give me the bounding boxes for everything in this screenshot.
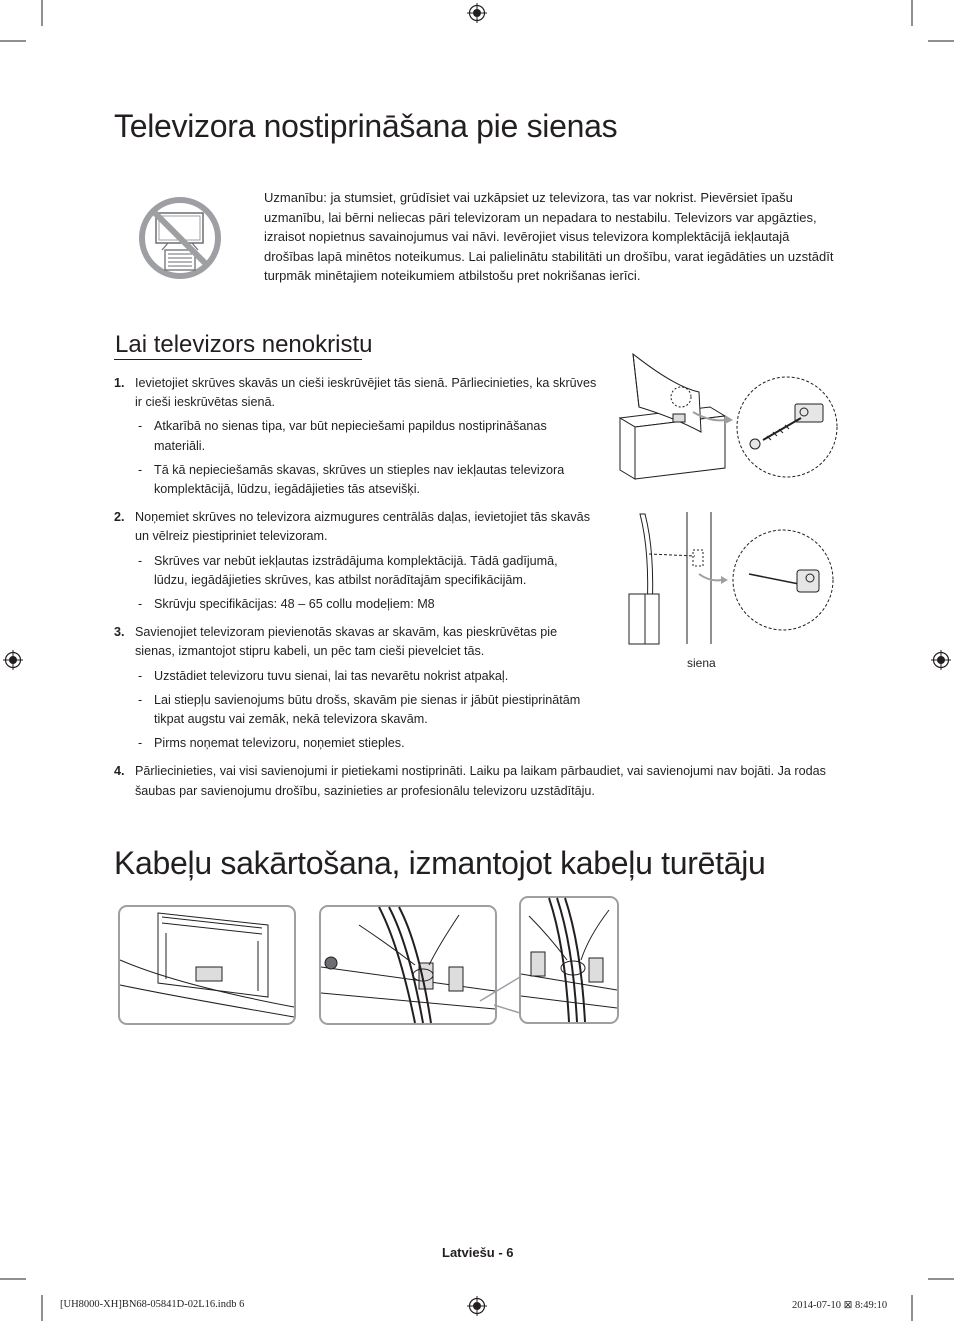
- warning-text: Uzmanību: ja stumsiet, grūdīsiet vai uzkāpsiet uz televizora, tas var nokrist. Pievērsiet īpašu uzmanību, lai bērni neliecas pāri televizoram un nepadara to nestabilu. Televizors var apgāzties, izraisot nopietnus savainojumus vai nāvi. Ievērojiet visus televizora komplektācijā iekļautajā drošības lapā minētos noteikumus. Lai palielinātu stabilitāti un drošību, varat iegādāties un uzstādīt turpmāk minētajiem noteikumiem atbilstošu pret nokrišanas ierīci.: [264, 190, 834, 283]
- step-note-text: Lai stiepļu savienojums būtu drošs, skavām pie sienas ir jābūt piestiprinātām tikpat augstu vai zemāk, nekā televizora skavām.: [154, 692, 581, 727]
- registration-mark-top: [467, 3, 487, 23]
- step-text: Pārliecinieties, vai visi savienojumi ir pietiekami nostiprināti. Laiku pa laikam pārbaudiet, vai savienojumi nav bojāti. Ja rodas šaubas par savienojumu drošību, sazinieties ar profesionālu televizoru uzstādītāju.: [135, 764, 826, 798]
- wall-wire-illustration: [625, 512, 840, 647]
- step-note: - Skrūvju specifikācijas: 48 – 65 collu modeļiem: M8: [114, 595, 594, 614]
- wall-clamp-illustration: [615, 352, 841, 482]
- registration-mark-left: [3, 650, 23, 670]
- step-note: - Pirms noņemat televizoru, noņemiet stieples.: [114, 734, 594, 753]
- step-text: Savienojiet televizoram pievienotās skavas ar skavām, kas pieskrūvētas pie sienas, izmantojot stipru kabeli, un pēc tam cieši pievelciet tās.: [135, 625, 558, 659]
- step-text: Ievietojiet skrūves skavās un cieši ieskrūvējiet tās sienā. Pārliecinieties, ka skrūves ir cieši ieskrūvētas sienā.: [135, 376, 597, 410]
- step-4: [114, 762, 834, 800]
- step-text: Noņemiet skrūves no televizora aizmugures centrālās daļas, ievietojiet tās skavās un vēlreiz piestipriniet televizoram.: [135, 510, 590, 544]
- registration-mark-right: [931, 650, 951, 670]
- step-note: - Uzstādiet televizoru tuvu sienai, lai tas nevarētu nokrist atpakaļ.: [114, 667, 594, 686]
- step-note: - Skrūves var nebūt iekļautas izstrādājuma komplektācijā. Tādā gadījumā, lūdzu, iegādājieties skrūves, kas atbilst norādītajām specifikācijām.: [114, 552, 594, 590]
- cable-holder-illustration-1: [118, 905, 296, 1025]
- page-number: Latviešu - 6: [442, 1245, 514, 1260]
- step-number: 2.: [114, 510, 125, 525]
- step-note: - Tā kā nepieciešamās skavas, skrūves un stieples nav iekļautas televizora komplektācijā, lūdzu, iegādājieties tās atsevišķi.: [114, 461, 594, 499]
- wall-label: siena: [687, 656, 716, 670]
- step-note-text: Tā kā nepieciešamās skavas, skrūves un stieples nav iekļautas televizora komplektācijā, lūdzu, iegādājieties tās atsevišķi.: [154, 462, 565, 497]
- footer-file-info: [UH8000-XH]BN68-05841D-02L16.indb 6: [60, 1299, 245, 1310]
- page-title: Televizora nostiprināšana pie sienas: [114, 108, 618, 144]
- step-number: 4.: [114, 764, 125, 779]
- section-heading: Lai televizors nenokristu: [115, 331, 373, 358]
- step-number: 3.: [114, 625, 125, 640]
- step-note-text: Skrūvju specifikācijas: 48 – 65 collu modeļiem: M8: [154, 597, 435, 612]
- step-note-text: Atkarībā no sienas tipa, var būt nepieciešami papildus nostiprināšanas materiāli.: [154, 419, 547, 453]
- no-climbing-warning-icon: [138, 196, 222, 280]
- section-heading-underline: [114, 359, 362, 360]
- step-number: 1.: [114, 376, 125, 390]
- cable-holder-illustration-3: [519, 896, 619, 1024]
- cable-section-title: Kabeļu sakārtošana, izmantojot kabeļu turētāju: [114, 845, 766, 881]
- step-note-text: Skrūves var nebūt iekļautas izstrādājuma komplektācijā. Tādā gadījumā, lūdzu, iegādājieties skrūves, kas atbilst norādītajām specifikācijām.: [154, 553, 558, 587]
- cable-holder-illustration-2: [319, 905, 497, 1025]
- step-note: - Atkarībā no sienas tipa, var būt nepieciešami papildus nostiprināšanas materiāli.: [114, 417, 594, 455]
- step-note: - Lai stiepļu savienojums būtu drošs, skavām pie sienas ir jābūt piestiprinātām tikpat augstu vai zemāk, nekā televizora skavām.: [114, 691, 594, 729]
- registration-mark-bottom: [467, 1296, 487, 1316]
- footer-date-info: 2014-07-10 ⊠ 8:49:10: [792, 1300, 888, 1311]
- step-note-text: Uzstādiet televizoru tuvu sienai, lai tas nevarētu nokrist atpakaļ.: [154, 668, 509, 683]
- zoom-connector-lines: [478, 975, 523, 1015]
- step-note-text: Pirms noņemat televizoru, noņemiet stieples.: [154, 736, 405, 751]
